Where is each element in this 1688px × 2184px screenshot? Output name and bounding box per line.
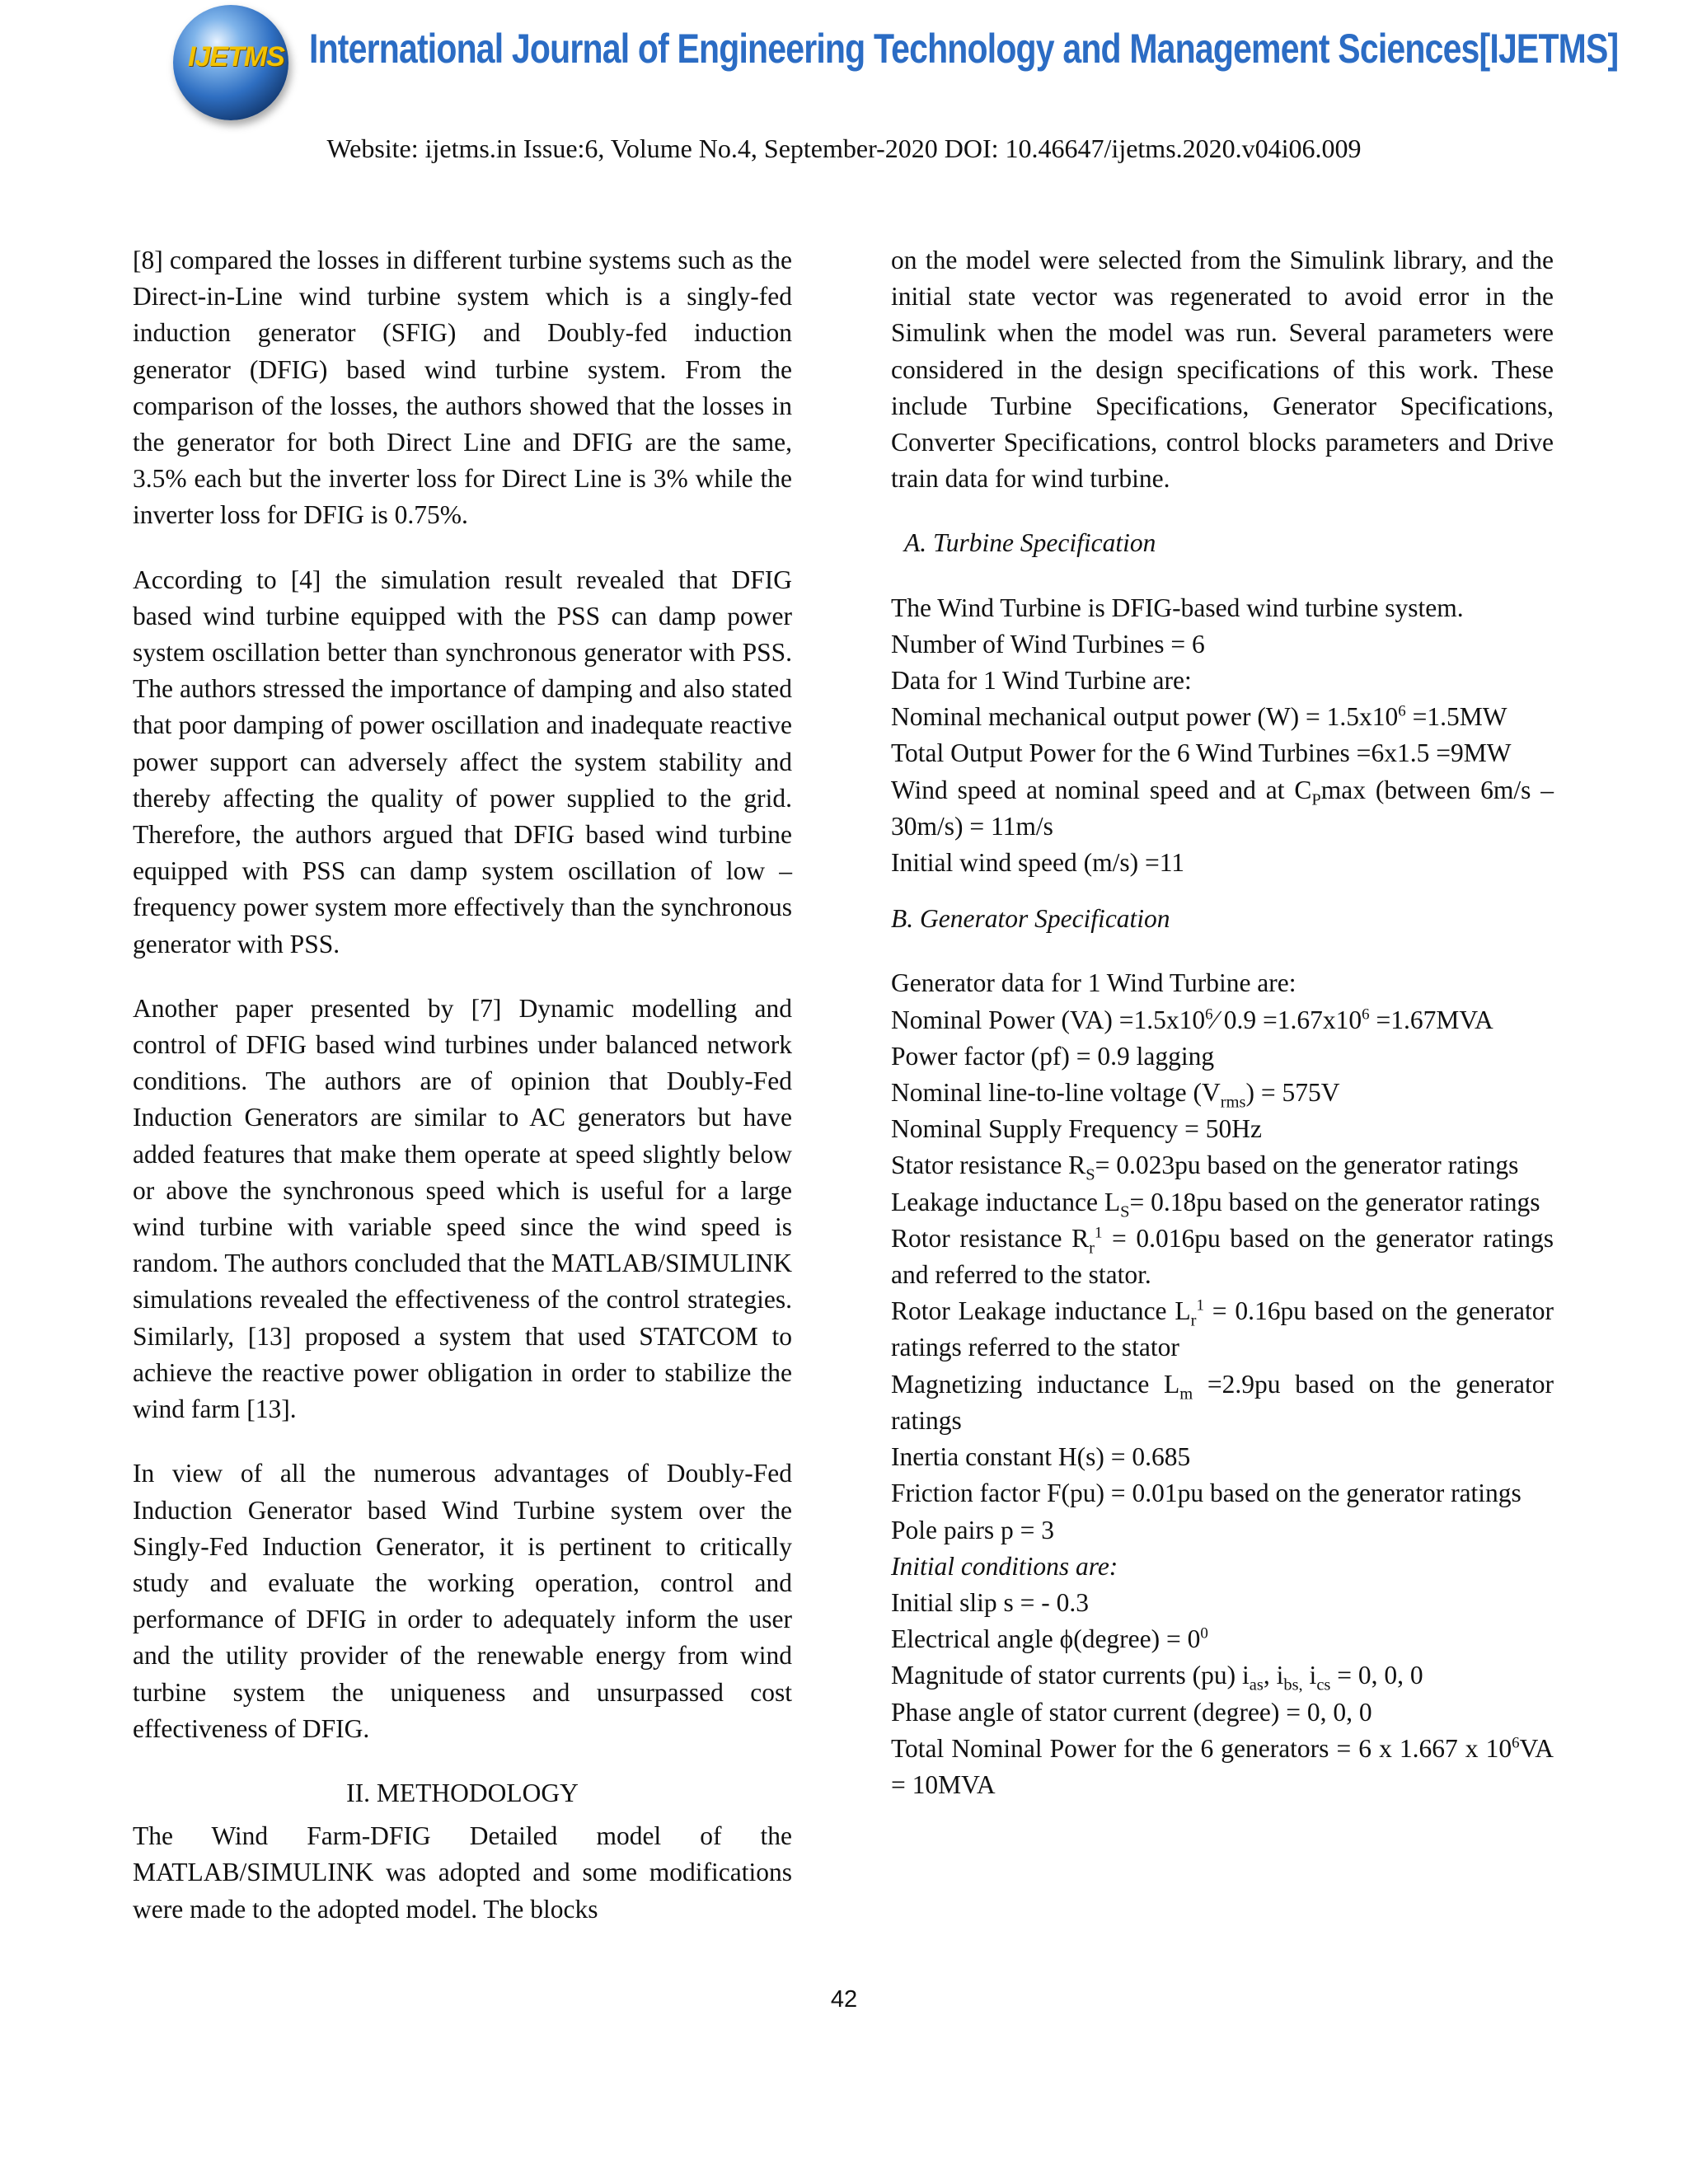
spec-line: Nominal line-to-line voltage $(V_{rms}) = 575V$ bbox=[891, 1078, 1340, 1112]
page-number: 42 bbox=[830, 1986, 858, 2013]
spec-line: Rotor Leakage inductance $L_r^1 = 0.16pu$ based on the generator ratings referred to the stator bbox=[891, 1296, 1554, 1362]
logo-text: IJETMS bbox=[188, 41, 284, 73]
spec-line: Data for 1 Wind Turbine are: bbox=[891, 666, 1192, 696]
left-column bbox=[133, 242, 792, 1956]
spec-line: Magnetizing inductance $L_m =2.9pu$ based on the generator ratings bbox=[891, 1369, 1554, 1435]
journal-title: International Journal of Engineering Technology and Management Sciences[IJETMS] bbox=[309, 26, 1619, 72]
paragraph: [8] compared the losses in different turbine systems such as the Direct-in-Line wind turbine system which is a singly-fed induction generator (SFIG) and Doubly-fed induction generator (DFIG) based wind turbine system. From the comparison of the losses, the authors showed that the losses in the generator for both Direct Line and DFIG are the same, 3.5% each but the inverter loss for Direct Line is 3% while the inverter loss for DFIG is 0.75%. bbox=[133, 246, 792, 530]
paragraph: The Wind Farm-DFIG Detailed model of the MATLAB/SIMULINK was adopted and some modifications were made to the adopted model. The blocks bbox=[133, 1821, 792, 1924]
generator-spec-list bbox=[891, 965, 1554, 1803]
spec-line: Generator data for 1 Wind Turbine are: bbox=[891, 968, 1296, 998]
spec-line: Phase angle of stator current (degree) = 0, 0, 0 bbox=[891, 1697, 1372, 1727]
turbine-spec-list bbox=[891, 590, 1554, 882]
section-title: II. METHODOLOGY bbox=[346, 1778, 579, 1807]
spec-line: Electrical angle ϕ(degree) = $0^0$ bbox=[891, 1624, 1208, 1654]
spec-line: Power factor (pf) = 0.9 lagging bbox=[891, 1041, 1215, 1071]
spec-line: Total Output Power for the 6 Wind Turbines =6x1.5 =9MW bbox=[891, 738, 1512, 768]
spec-line: Inertia constant H(s) = 0.685 bbox=[891, 1442, 1191, 1472]
spec-line: Initial wind speed (m/s) =11 bbox=[891, 848, 1185, 878]
spec-line: Nominal mechanical output power $(W) = 1.5x10^6 =1.5MW$ bbox=[891, 702, 1507, 732]
spec-line: The Wind Turbine is DFIG-based wind turbine system. bbox=[891, 593, 1464, 622]
paragraph: According to [4] the simulation result revealed that DFIG based wind turbine equipped with the PSS can damp power system oscillation better than synchronous generator with PSS. The authors stressed the importance of damping and also stated that poor damping of power oscillation and inadequate reactive power support can adversely affect the system stability and thereby affecting the quality of power supplied to the grid. Therefore, the authors argued that DFIG based wind turbine equipped with PSS can damp system oscillation of low – frequency power system more effectively than the synchronous generator with PSS. bbox=[133, 565, 792, 958]
page-header bbox=[0, 0, 1688, 190]
paragraph: Another paper presented by [7] Dynamic modelling and control of DFIG based wind turbines under balanced network conditions. The authors are of opinion that Doubly-Fed Induction Generators are similar to AC generators but have added features that make them operate at speed slightly below or above the synchronous speed which is useful for a large wind turbine with variable speed since the wind speed is random. The authors concluded that the MATLAB/SIMULINK simulations revealed the effectiveness of the control strategies. Similarly, [13] proposed a system that used STATCOM to achieve the reactive power obligation in order to stabilize the wind farm [13]. bbox=[133, 993, 792, 1424]
spec-line: Leakage inductance $L_S= 0.18pu$ based on the generator ratings bbox=[891, 1187, 1540, 1221]
spec-line: Nominal Supply Frequency = 50Hz bbox=[891, 1114, 1262, 1144]
spec-line: Initial slip s = - 0.3 bbox=[891, 1587, 1090, 1617]
website-doi-line: Website: ijetms.in Issue:6, Volume No.4, September-2020 DOI: 10.46647/ijetms.2020.v04i06.009 bbox=[326, 134, 1362, 163]
spec-line: Initial conditions are: bbox=[891, 1551, 1118, 1581]
spec-line: Pole pairs p = 3 bbox=[891, 1515, 1054, 1544]
spec-line: Rotor resistance $R_r^1 = 0.016pu$ based on the generator ratings and referred to the stator. bbox=[891, 1223, 1554, 1290]
subsection-heading: A. Turbine Specification bbox=[904, 528, 1156, 558]
spec-line: Nominal Power $(VA) =1.5x10^6⁄$ $0.9 =1.67x10^6 =1.67MVA$ bbox=[891, 1005, 1493, 1034]
spec-line: Magnitude of stator currents (pu) $i_{as}$, $i_{bs,}$ $i_{cs} = 0$, 0, 0 bbox=[891, 1661, 1423, 1694]
spec-line: Stator resistance $R_S= 0.023pu$ based on the generator ratings bbox=[891, 1151, 1519, 1184]
paragraph: In view of all the numerous advantages of Doubly-Fed Induction Generator based Wind Turbine system over the Singly-Fed Induction Generator, it is pertinent to critically study and evaluate the working operation, control and performance of DFIG in order to adequately inform the user and the utility provider of the renewable energy from wind turbine system the uniqueness and unsurpassed cost effectiveness of DFIG. bbox=[133, 1459, 792, 1743]
spec-line: Total Nominal Power for the 6 generators = 6 x 1.667 x $10^6VA = 10MVA$ bbox=[891, 1733, 1554, 1799]
globe-logo-icon bbox=[173, 5, 288, 120]
paragraph: on the model were selected from the Simulink library, and the initial state vector was regenerated to avoid error in the Simulink when the model was run. Several parameters were considered in the design specifications of this work. These include Turbine Specifications, Generator Specifications, Converter Specifications, control blocks parameters and Drive train data for wind turbine. bbox=[891, 246, 1554, 494]
right-column bbox=[891, 242, 1554, 1803]
subsection-heading: B. Generator Specification bbox=[891, 904, 1170, 934]
spec-line: Wind speed at nominal speed and at $C_P\max$ (between 6m/s – 30m/s) = 11m/s bbox=[891, 775, 1554, 841]
spec-line: Friction factor F(pu) = 0.01pu based on the generator ratings bbox=[891, 1479, 1522, 1508]
spec-line: Number of Wind Turbines = 6 bbox=[891, 629, 1205, 658]
